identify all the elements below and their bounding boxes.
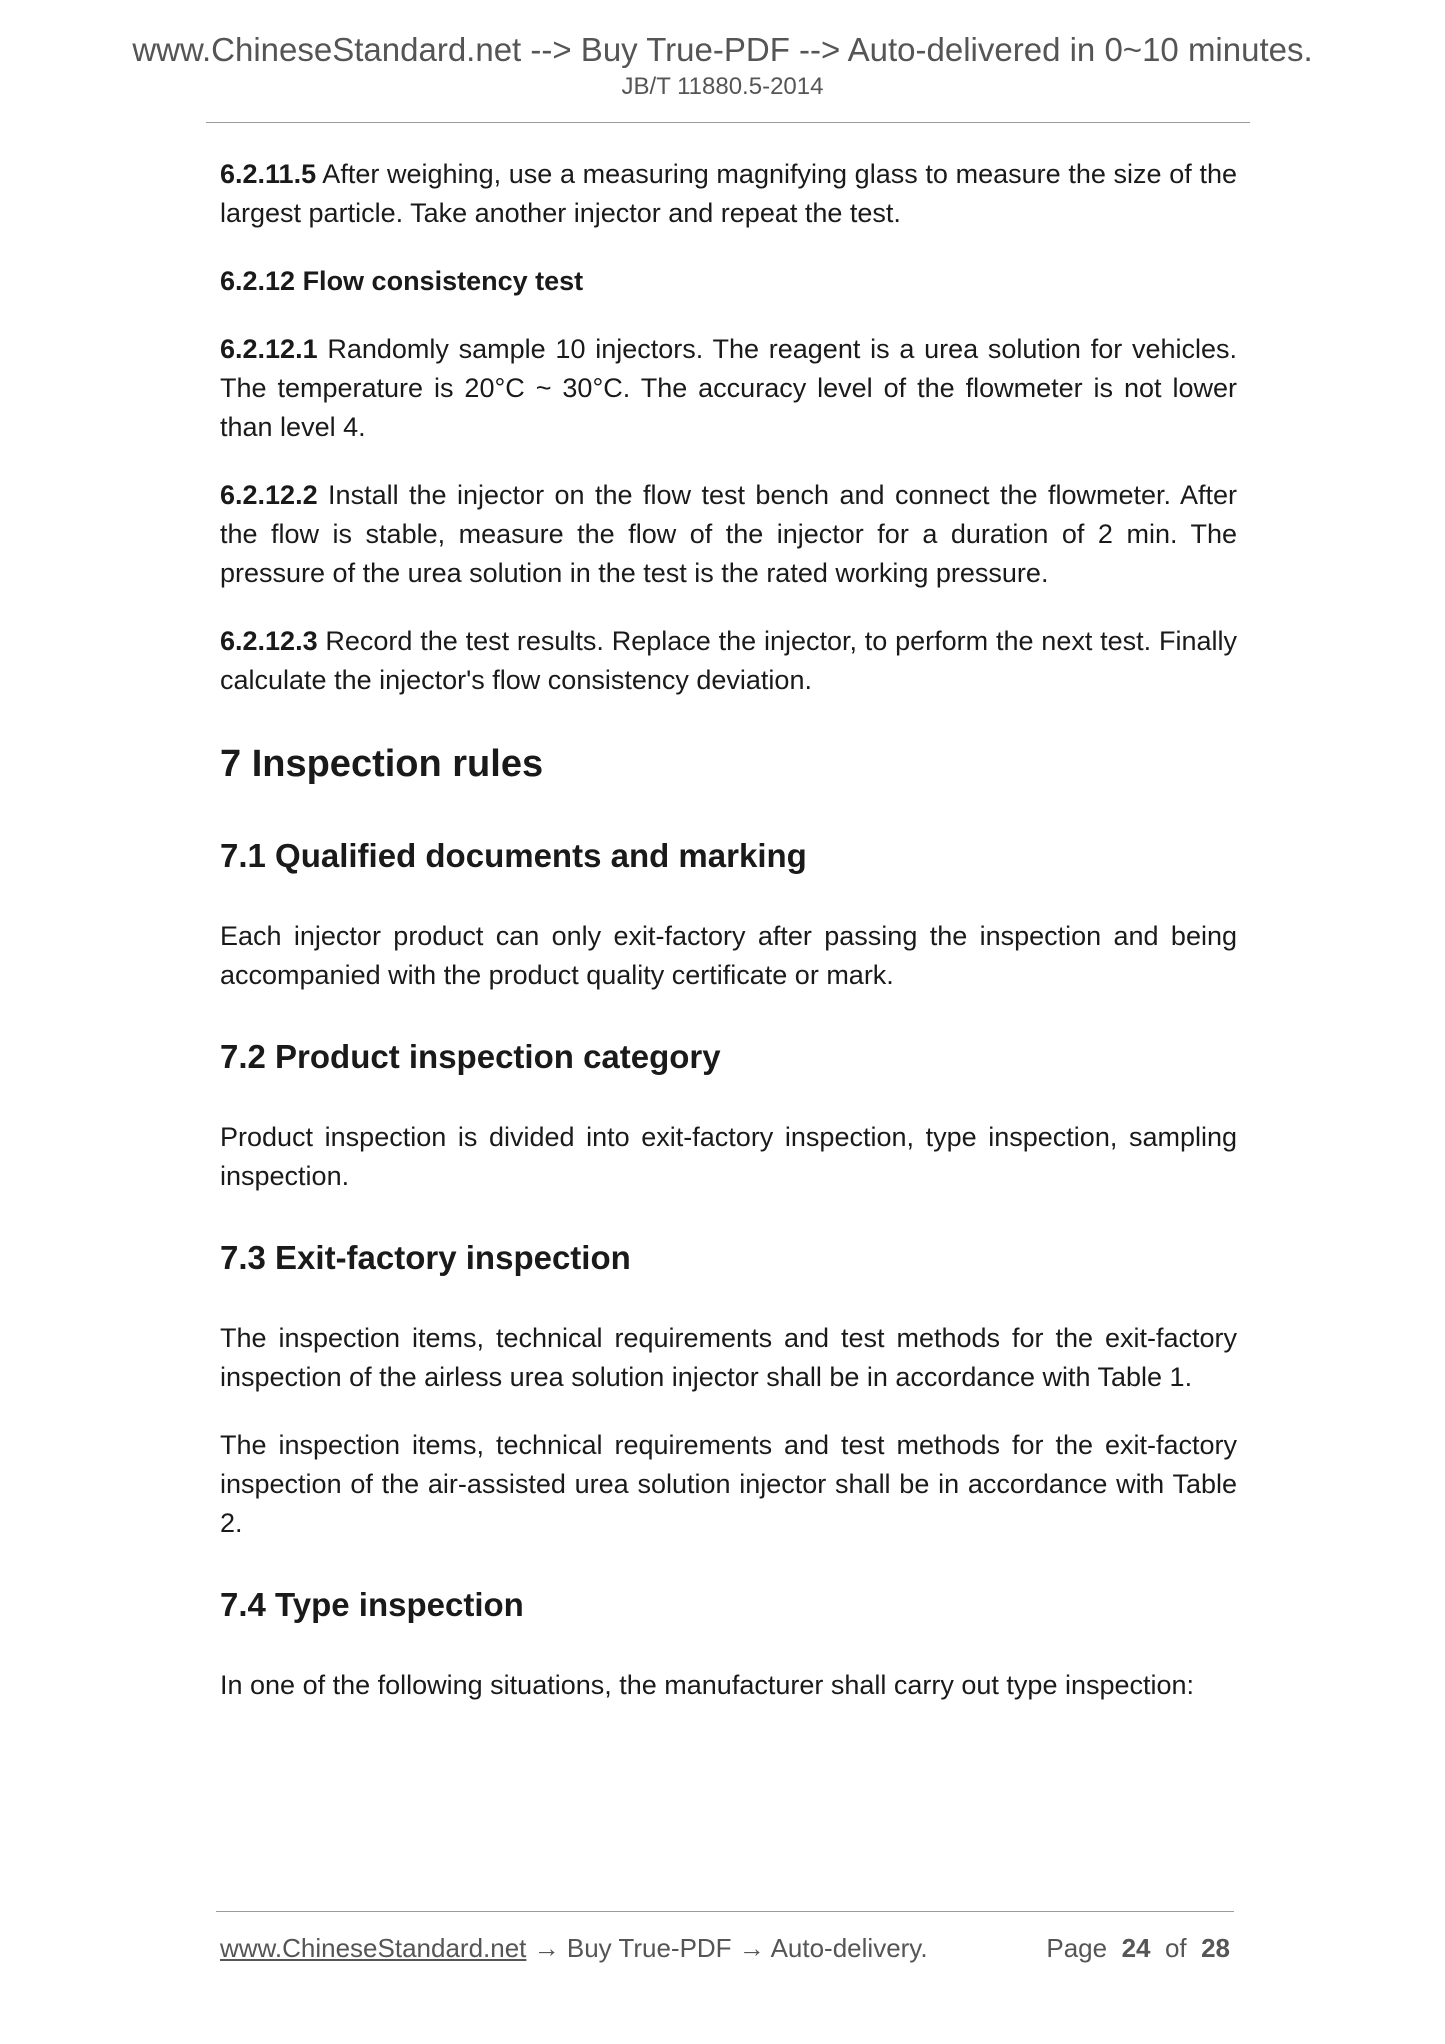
clause-6-2-12-3 <box>220 622 1237 700</box>
clause-text: After weighing, use a measuring magnifying glass to measure the size of the largest particle. Take another injector and repeat the test. <box>220 159 1237 228</box>
paragraph-7-1: Each injector product can only exit-factory after passing the inspection and being accompanied with the product quality certificate or mark. <box>220 921 1237 990</box>
clause-text: Record the test results. Replace the injector, to perform the next test. Finally calculate the injector's flow consistency deviation. <box>220 626 1237 695</box>
page-of: of <box>1164 1933 1187 1963</box>
header-divider <box>206 122 1250 123</box>
clause-6-2-11-5 <box>220 155 1237 233</box>
footer-divider <box>216 1911 1234 1912</box>
heading-7: 7 Inspection rules <box>220 743 544 785</box>
footer-promo <box>220 1930 928 1966</box>
clause-6-2-12-1 <box>220 330 1237 447</box>
paragraph-7-3-a: The inspection items, technical requirements and test methods for the exit-factory inspection of the airless urea solution injector shall be in accordance with Table 1. <box>220 1323 1237 1392</box>
footer-promo-text: → Buy True-PDF → Auto-delivery. <box>526 1933 928 1963</box>
page-footer <box>220 1930 1230 1966</box>
page-label: Page <box>1046 1933 1108 1963</box>
document-body <box>220 155 1237 1734</box>
heading-7-3: 7.3 Exit-factory inspection <box>220 1239 631 1276</box>
heading-6-2-12: 6.2.12 Flow consistency test <box>220 266 584 296</box>
paragraph-7-2: Product inspection is divided into exit-factory inspection, type inspection, sampling inspection. <box>220 1122 1237 1191</box>
heading-7-1: 7.1 Qualified documents and marking <box>220 837 807 874</box>
clause-number: 6.2.12.1 <box>220 334 318 364</box>
paragraph-7-3-b: The inspection items, technical requirements and test methods for the exit-factory inspection of the air-assisted urea solution injector shall be in accordance with Table 2. <box>220 1430 1237 1538</box>
page-number <box>1046 1930 1230 1966</box>
page-current: 24 <box>1121 1933 1151 1963</box>
clause-text: Install the injector on the flow test bench and connect the flowmeter. After the flow is stable, measure the flow of the injector for a duration of 2 min. The pressure of the urea solution in the test is the rated working pressure. <box>220 480 1237 588</box>
heading-7-4: 7.4 Type inspection <box>220 1586 524 1623</box>
paragraph-7-4: In one of the following situations, the manufacturer shall carry out type inspection: <box>220 1670 1195 1700</box>
clause-number: 6.2.11.5 <box>220 159 317 189</box>
clause-text: Randomly sample 10 injectors. The reagent is a urea solution for vehicles. The temperature is 20°C ~ 30°C. The accuracy level of the flowmeter is not lower than level 4. <box>220 334 1237 442</box>
footer-site-link[interactable]: www.ChineseStandard.net <box>220 1933 527 1963</box>
page-total: 28 <box>1201 1933 1230 1963</box>
heading-7-2: 7.2 Product inspection category <box>220 1038 721 1075</box>
page-header <box>0 30 1445 102</box>
clause-number: 6.2.12.3 <box>220 626 318 656</box>
clause-number: 6.2.12.2 <box>220 480 318 510</box>
header-banner: www.ChineseStandard.net --> Buy True-PDF --> Auto-delivered in 0~10 minutes. <box>132 31 1313 68</box>
standard-id: JB/T 11880.5-2014 <box>621 73 824 100</box>
clause-6-2-12-2 <box>220 476 1237 593</box>
